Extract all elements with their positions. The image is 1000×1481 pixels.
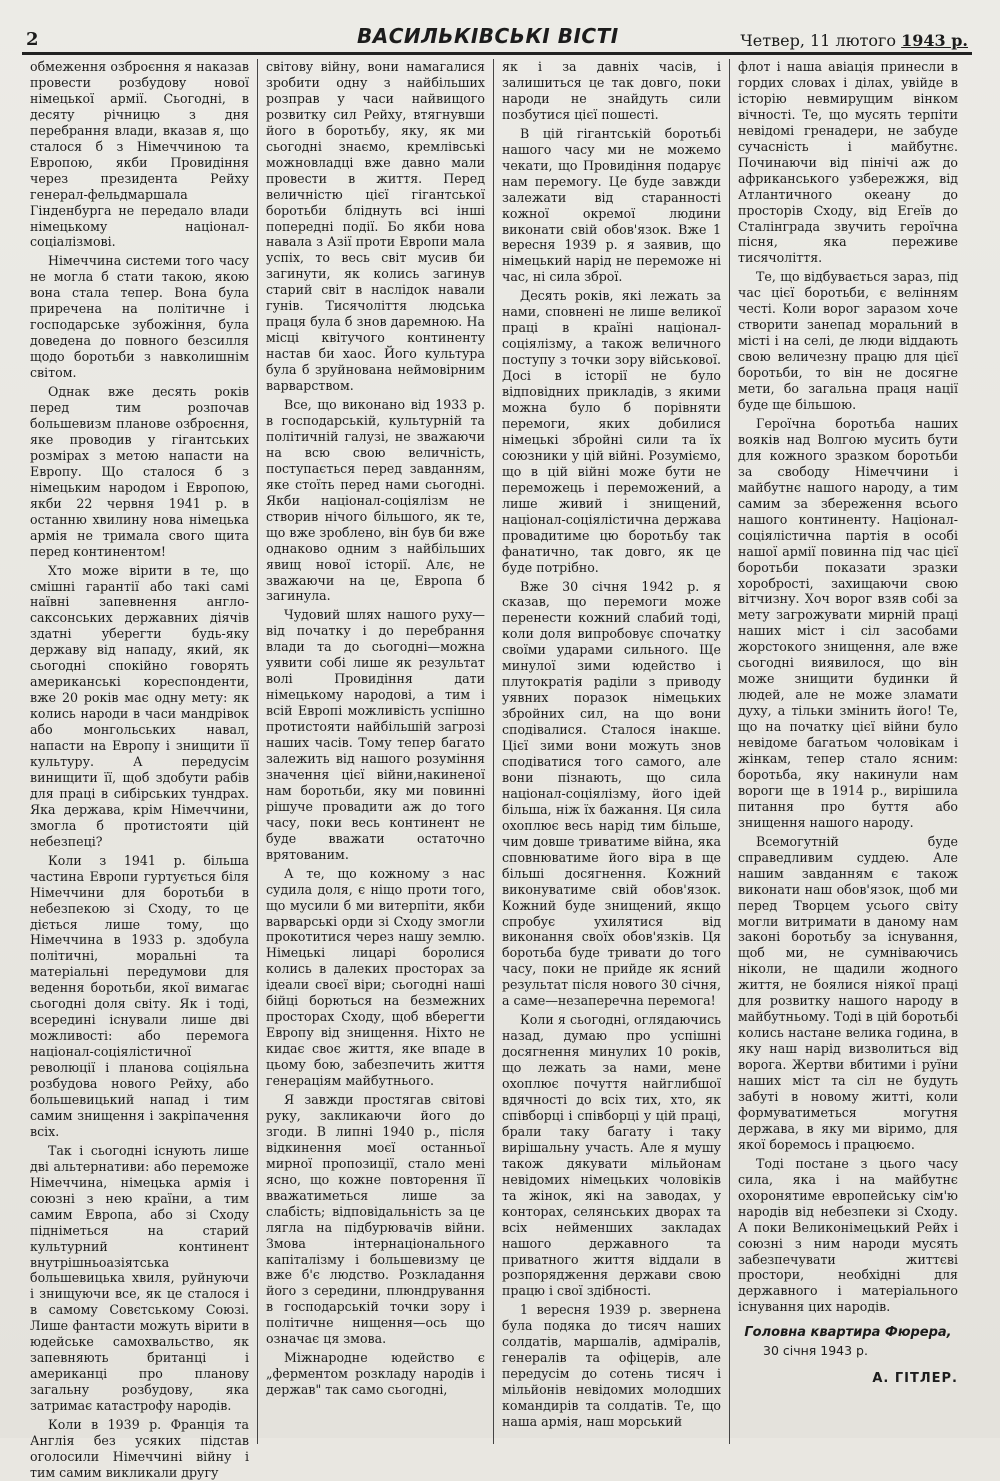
article-paragraph: Коли з 1941 р. більша частина Европи гуртується біля Німеччини для боротьби в небезпекою зі Сходу, то це діється лише тому, що Німеччина в 1933 р. здобула політичні, моральні та матеріальні передумови для ведення боротьби, якої вимагає сьогодні доля світу. Як і тоді, всередині існували лише дві можливості: або перемога націонал-соціялістичної революції і планова соціяльна розбудова нового Рейху, або большевицький напад і тим самим знищення і закріпачення всіх. (30, 852, 249, 1139)
article-paragraph: Міжнародне юдейство є „ферментом розкладу народів і держав" так само сьогодні, (266, 1350, 485, 1398)
article-paragraph: Те, що відбувається зараз, під час цієї боротьби, є велінням честі. Коли ворог заразом хоче створити занепад моральний в місті і на селі, де люди віддають свою величезну працю для цієї боротьби, то він не досягне мети, бо загальна праця нації буде ще більшою. (738, 269, 958, 413)
article-paragraph: Героїчна боротьба наших вояків над Волгою мусить бути для кожного зразком боротьби за свободу Німеччини і майбутнє нашого народу, а тим самим за збереження всього нашого континенту. Націонал-соціялістична партія в особі нашої армії повинна під час цієї боротьби показати зразки хоробрості, захищаючи свою вітчизну. Хоч ворог взяв собі за мету загрожувати мирній праці наших міст і сіл засобами жорстокого знищення, але вже сьогодні виявилося, що він може знищити будинки й людей, але не може зламати духу, а тільки змінить його! Те, що на початку цієї війни було невідоме багатьом чоловікам і жінкам, тепер стало ясним: боротьба, яку накинули нам вороги ще в 1914 р., вирішила питання про буття або знищення нашого народу. (738, 415, 958, 830)
article-paragraph: Всемогутній буде справедливим суддею. Але нашим завданням є також виконати наш обов'язок, щоб ми перед Творцем усього світу могли витримати в даному нам законі боротьбу за існування, щоб ми, не сумніваючись ніколи, не щадили жодного життя, не боялися ніякої праці для розвитку нашого народу в майбутньому. Тоді в цій боротьбі колись настане велика година, в яку наш нарід визволиться від ворога. Жертви вбитими і руїни наших міст та сіл не будуть забуті в новому житті, коли формуватиметься могутня держава, в яку ми віримо, для якої боремось і працюємо. (738, 833, 958, 1152)
article-paragraph: Хто може вірити в те, що смішні гарантії або такі самі наївні запевнення англо-саксонських державних діячів здатні уберегти будь-яку державу від нападу, який, як сьогодні спокійно говорять американські кореспонденти, вже 20 років має одну мету: як колись народи в часи мандрівок або монгольських навал, напасти на Европу і знищити її культуру. А передусім винищити її, щоб здобути рабів для праці в сибірських тундрах. Яка держава, крім Німеччини, змогла б протистояти цій небезпеці? (30, 562, 249, 849)
signoff-name: А. ГІТЛЕР. (872, 1371, 958, 1387)
article-paragraph: Тоді постане з цього часу сила, яка і на майбутнє охоронятиме европейську сім'ю народів від небезпеки зі Сходу. А поки Великонімецький Рейх і союзні з ним народи мусять забезпечувати життєві простори, необхідні для державного і матеріального існування цих народів. (738, 1155, 958, 1315)
article-paragraph: як і за давніх часів, і залишиться це так довго, поки народи не знайдуть сили позбутися цієї пошесті. (502, 59, 721, 122)
article-paragraph: В цій гігантській боротьбі нашого часу ми не можемо чекати, що Провидіння подарує нам перемогу. Це буде завжди залежати від старанності кожної окремої людини виконати свій обов'язок. Вже 1 вересня 1939 р. я заявив, що німецький нарід не переможе ні час, ні сила зброї. (502, 125, 721, 285)
article-columns (22, 59, 972, 1480)
article-paragraph: Десять років, які лежать за нами, сповнені не лише великої праці в країні націонал-соціялізму, а також величного поступу з точки зору військової. Досі в історії не було відповідних прикладів, з якими можна було б порівняти перемоги, яких добилися німецькі збройні сили та їх союзники у цій війні. Розуміємо, що в цій війні може бути не переможець і переможений, а лише живий і знищений, націонал-соціялістична держава провадитиме цю боротьбу так фанатично, так довго, як це буде потрібно. (502, 288, 721, 575)
paper-title: ВАСИЛЬКІВСЬКІ ВІСТІ (357, 24, 619, 48)
article-paragraph: 1 вересня 1939 р. звернена була подяка до тисяч наших солдатів, маршалів, адміралів, генералів та офіцерів, але передусім до сотень тисяч і мільйонів невідомих молодших командирів та солдатів. Те, що наша армія, наш морський (502, 1302, 721, 1430)
article-paragraph: Так і сьогодні існують лише дві альтернативи: або переможе Німеччина, німецька армія і союзні з нею країни, а тим самим Европа, або зі Сходу підніметься на старий культурний континент внутрішньоазіятська большевицька хвиля, руйнуючи і знищуючи все, як це сталося і в самому Совєтському Союзі. Лише фантасти можуть вірити в юдейське самохвальство, як запевняють британці і американці про планову загальну розбудову, яка затримає катастрофу народів. (30, 1142, 249, 1414)
issue-date (740, 31, 968, 50)
issue-date-day: Четвер, 11 лютого (740, 31, 897, 50)
column-1 (22, 59, 258, 1480)
article-paragraph: Однак вже десять років перед тим розпочав большевизм планове озброєння, яке проводив у гігантських розмірах з метою напасти на Европу. Що сталося б з німецьким народом і Европою, якби 22 червня 1941 р. в останню хвилину нова німецька армія не тримала свого щита перед континентом! (30, 384, 249, 559)
article-paragraph: Все, що виконано від 1933 р. в господарській, культурній та політичній галузі, не зважаючи на всю свою величність, поступається перед завданням, яке стоїть перед нами сьогодні. Якби націонал-соціялізм не створив нічого більшого, як те, що вже зроблено, він був би вже однаково одним з найбільших явищ нової історії. Алє, не зважаючи на це, Европа б загинула. (266, 397, 485, 604)
article-paragraph: обмеження озброєння я наказав провести розбудову нової німецької армії. Сьогодні, в десяту річницю з дня перебрання влади, вказав я, що сталося б з Німеччиною та Европою, якби Провидіння через президента Рейху генерал-фельдмаршала Гінденбурга не передало влади німецькому націонал-соціалізмові. (30, 59, 249, 250)
article-paragraph: Чудовий шлях нашого руху—від початку і до перебрання влади та до сьогодні—можна уявити собі лише як результат волі Провидіння дати німецькому народові, а тим і всій Европі можливість успішно протистояти найбільшій загрозі наших часів. Тому тепер багато залежить від нашого розуміння значення цієї війни,накиненої нам боротьби, яку ми повинні рішуче провадити аж до того часу, поки весь континент не буде вважати остаточно врятованим. (266, 607, 485, 862)
article-paragraph: Я завжди простягав світові руку, закликаючи його до згоди. В липні 1940 р., після відкинення моєї останньої мирної пропозиції, стало мені ясно, що кожне повторення її вважатиметься лише за слабість; відповідальність за це лягла на підбурювачів війни. Змова інтернаціонального капіталізму і большевизму це вже б'є людство. Розкладання його з середини, плюндрування в господарській точки зору і політичне нищення—ось що означає ця змова. (266, 1092, 485, 1347)
signoff-date: 30 січня 1943 р. (763, 1343, 868, 1359)
column-3 (494, 59, 730, 1444)
article-paragraph: флот і наша авіація принесли в гордих словах і ділах, увійде в історію невмирущим вінком вічності. Те, що мусять терпіти невідомі гренадери, не забуде сучасність і майбутнє. Починаючи від пінічі аж до африканського узбережжя, від Атлантичного океану до просторів Сходу, від Егеїв до Сталінграда звучить героїчна пісня, яка переживе тисячоліття. (738, 59, 958, 266)
page-number: 2 (26, 29, 39, 50)
column-4 (730, 59, 966, 1444)
signoff (738, 1325, 958, 1387)
issue-year: 1943 р. (901, 31, 968, 50)
masthead (22, 16, 972, 55)
article-paragraph: Коли я сьогодні, оглядаючись назад, думаю про успішні досягнення минулих 10 років, що лежать за нами, мене охоплює почуття найглибшої вдячності до всіх тих, хто, як співборці і співборці у цій праці, брали таку багату і таку вирішальну участь. Але я мушу також дякувати мільйонам невідомих німецьких чоловіків та жінок, які на заводах, у конторах, селянських дворах та всіх нейменших закладах нашого державного та приватного життя віддали в розпорядження держави свою працю і свої здібності. (502, 1012, 721, 1299)
article-paragraph: світову війну, вони намагалися зробити одну з найбільших розправ у часи найвищого розвитку сил Рейху, втягнувши його в боротьбу, яку, як ми сьогодні знаємо, кремлівські можновладці вже давно мали провести в життя. Перед величністю цієї гігантської боротьби бліднуть всі інші попередні події. Бо якби нова навала з Азії проти Европи мала успіх, то весь світ мусив би загинути, як колись загинув старий світ в наслідок навали гунів. Тисячоліття людська праця була б знов даремною. На місці квітучого континенту настав би хаос. Його культура була б зруйнована неймовірним варварством. (266, 59, 485, 394)
signoff-hq: Головна квартира Фюрера, (744, 1325, 952, 1341)
article-paragraph: Німеччина системи того часу не могла б стати такою, якою вона стала тепер. Вона була приречена на політичне і господарське зубожіння, була доведена до повного безсилля щодо боротьби з навколишнім світом. (30, 253, 249, 381)
article-paragraph: А те, що кожному з нас судила доля, є ніщо проти того, що мусили б ми витерпіти, якби варварські орди зі Сходу змогли прокотитися через нашу землю. Німецькі лицарі боролися колись в далеких просторах за ідеали своєї віри; сьогодні наші бійці борються на безмежних просторах Сходу, щоб вберегти Европу від знищення. Ніхто не кидає своє життя, яке впаде в цьому бою, забезпечить життя генераціям майбутнього. (266, 865, 485, 1089)
article-paragraph: Коли в 1939 р. Франція та Англія без усяких підстав оголосили Німеччині війну і тим самим викликали другу (30, 1417, 249, 1480)
column-2 (258, 59, 494, 1444)
article-paragraph: Вже 30 січня 1942 р. я сказав, що перемоги може перенести кожний слабий тоді, коли доля випробовує спочатку своїми ударами сильного. Ще минулої зими юдейство і плутократія раділи з приводу уявних поразок німецьких збройних сил, на що вони сподівалися. Сталося інакше. Цієї зими вони можуть знов сподіватися того самого, але вони пізнають, що сила націонал-соціялізму, його ідей більша, ніж їх бажання. Ця сила охоплює весь нарід тим більше, чим довше триватиме війна, яка сповнюватиме його віра в ще більші досягнення. Кожний виконуватиме свій обов'язок. Кожний буде знищений, якщо спробує ухилятися від виконання своїх обов'язків. Ця боротьба буде тривати до того часу, поки не прийде як ясний результат після нового 30 січня, а саме—незаперечна перемога! (502, 578, 721, 1009)
